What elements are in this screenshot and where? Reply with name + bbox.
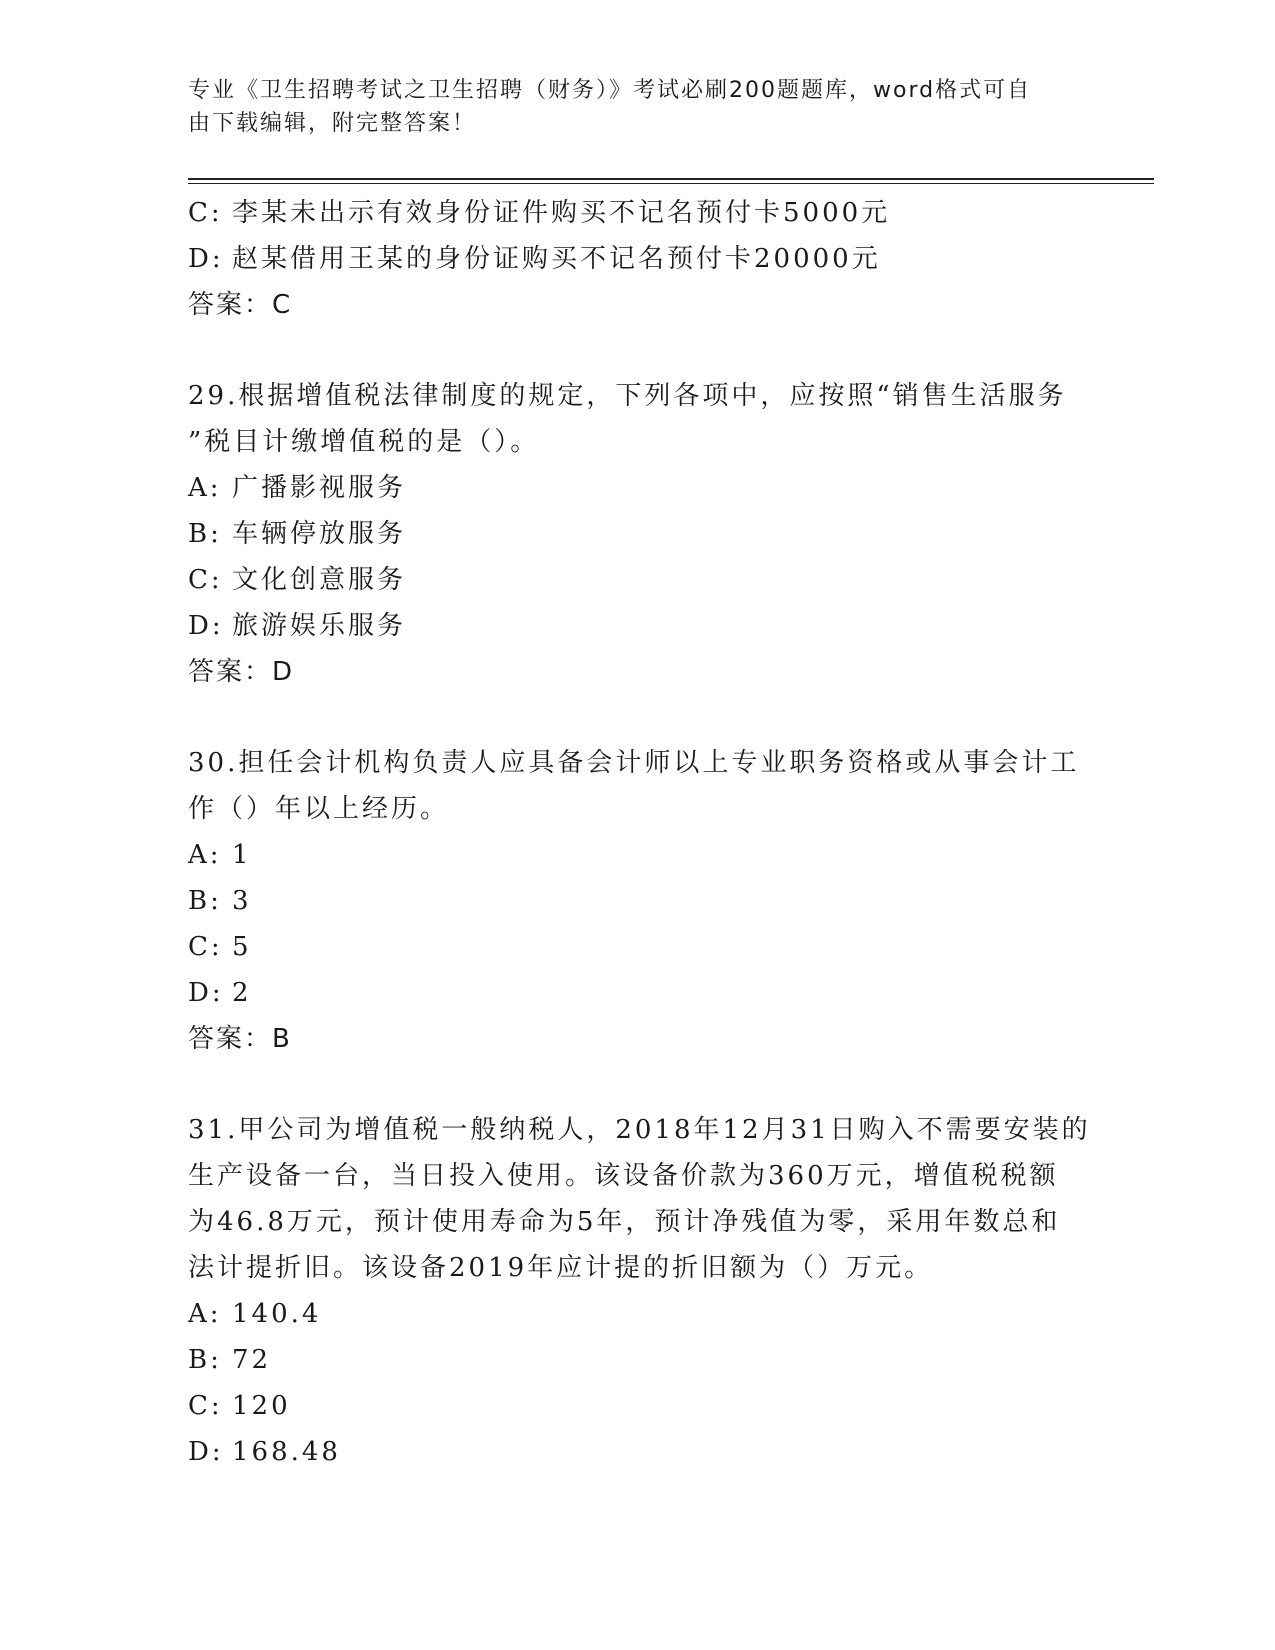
option-text: 1: [232, 840, 252, 870]
option-label: A:: [188, 840, 222, 870]
header-line-1: 专业《卫生招聘考试之卫生招聘（财务）》考试必刷200题题库，word格式可自: [188, 78, 1032, 103]
option-label: D:: [188, 978, 224, 1008]
option-text: 3: [232, 886, 252, 916]
option-label: B:: [188, 1345, 222, 1375]
option-label: D:: [188, 611, 224, 641]
option-a: [188, 832, 1088, 878]
option-label: B:: [188, 886, 222, 916]
option-d: [188, 236, 1088, 282]
option-label: C:: [188, 565, 223, 595]
option-label: A:: [188, 1299, 222, 1329]
document-body: [188, 190, 1091, 1475]
option-c: [188, 557, 1088, 603]
option-text: 120: [232, 1391, 291, 1421]
option-text: 车辆停放服务: [232, 519, 407, 549]
option-d: [188, 970, 1088, 1016]
option-label: C:: [188, 1391, 223, 1421]
option-b: [188, 878, 1088, 924]
answer: 答案：D: [188, 657, 295, 687]
option-text: 李某未出示有效身份证件购买不记名预付卡5000元: [232, 198, 891, 228]
question-stem: 29.根据增值税法律制度的规定，下列各项中，应按照“销售生活服务: [188, 381, 1067, 411]
spacer: [188, 695, 1088, 740]
option-label: C:: [188, 198, 223, 228]
spacer: [188, 1062, 1088, 1107]
question-stem: 法计提折旧。该设备2019年应计提的折旧额为（）万元。: [188, 1253, 934, 1283]
option-a: [188, 465, 1088, 511]
question-stem: 生产设备一台，当日投入使用。该设备价款为360万元，增值税税额: [188, 1161, 1059, 1191]
answer: 答案：C: [188, 290, 293, 320]
question-stem: 作（）年以上经历。: [188, 794, 450, 824]
option-text: 2: [232, 978, 252, 1008]
option-b: [188, 1337, 1088, 1383]
option-label: D:: [188, 244, 224, 274]
header-line-2: 由下载编辑，附完整答案！: [188, 111, 477, 136]
option-label: D:: [188, 1437, 224, 1467]
option-d: [188, 1429, 1088, 1475]
spacer: [188, 328, 1088, 373]
option-c: [188, 924, 1088, 970]
option-d: [188, 603, 1088, 649]
option-text: 140.4: [232, 1299, 322, 1329]
question-stem: 为46.8万元，预计使用寿命为5年，预计净残值为零，采用年数总和: [188, 1207, 1061, 1237]
option-text: 广播影视服务: [232, 473, 407, 503]
question-stem: 31.甲公司为增值税一般纳税人，2018年12月31日购入不需要安装的: [188, 1115, 1091, 1145]
option-label: A:: [188, 473, 222, 503]
option-text: 5: [232, 932, 252, 962]
option-text: 文化创意服务: [232, 565, 407, 595]
question-stem: ”税目计缴增值税的是（）。: [188, 427, 540, 457]
option-label: B:: [188, 519, 222, 549]
question-31: [188, 1107, 1091, 1475]
header-rule-thick: [188, 178, 1154, 180]
option-text: 168.48: [232, 1437, 341, 1467]
header-rule-thin: [188, 183, 1154, 184]
question-stem: 30.担任会计机构负责人应具备会计师以上专业职务资格或从事会计工: [188, 748, 1080, 778]
option-a: [188, 1291, 1088, 1337]
option-c: [188, 190, 1088, 236]
option-text: 旅游娱乐服务: [232, 611, 407, 641]
option-b: [188, 511, 1088, 557]
option-label: C:: [188, 932, 223, 962]
document-header: [188, 74, 1088, 140]
option-text: 赵某借用王某的身份证购买不记名预付卡20000元: [232, 244, 881, 274]
option-c: [188, 1383, 1088, 1429]
option-text: 72: [232, 1345, 272, 1375]
question-30: [188, 740, 1088, 1062]
question-29: [188, 373, 1088, 695]
answer: 答案：B: [188, 1024, 292, 1054]
question-28-tail: [188, 190, 1088, 328]
